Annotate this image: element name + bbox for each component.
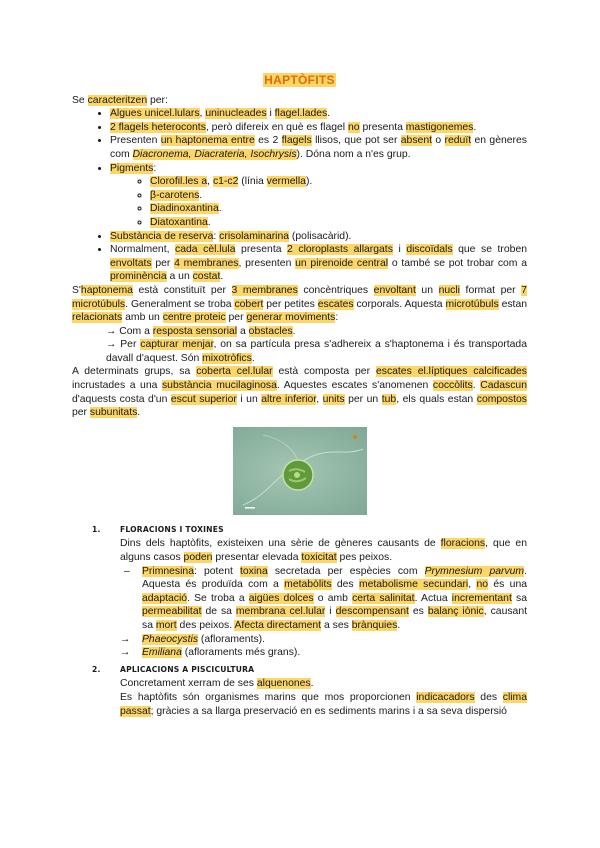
section-heading-floracions: 1. FLORACIONS I TOXINES — [92, 524, 224, 534]
list-item: • Normalment, cada cèl.lula presenta 2 cloroplasts allargats i discoïdals que se troben envoltats per 4 membranes, presenten un pirenoide central o també se pot trobar com a prominència a un costat. — [110, 243, 527, 284]
haptophyte-micrograph — [233, 427, 367, 515]
micrograph-image — [233, 427, 367, 515]
floracions-paragraph: Dins dels haptòfits, existeixen una sèrie de gèneres causants de floracions, que en alguns casos poden presentar elevada toxicitat pes peixos. — [120, 538, 527, 564]
indicadors-paragraph: Es haptòfits són organismes marins que mos proporcionen indicacadors des clima passat; gràcies a sa llarga preservació en es sediments marins i a sa seva dispersió — [120, 691, 527, 717]
list-item: ◦ Diadinoxantina. — [150, 202, 527, 216]
section-body — [72, 537, 527, 564]
arrow-item: → Per capturar menjar, on sa partícula presa s'adhereix a s'haptonema i és transportada davall d'aquest. Són mixotròfics. — [106, 339, 527, 364]
toxin-list — [72, 565, 527, 633]
characteristics-list — [72, 107, 527, 284]
arrow-item: → Emiliana (afloraments més grans). — [120, 647, 301, 659]
list-item: • Algues unicel.lulars, uninucleades i flagel.lades. — [110, 107, 527, 121]
section-heading-piscicultura: 2. APLICACIONS A PISCICULTURA — [92, 664, 255, 674]
list-item: ◦ Diatoxantina. — [150, 216, 527, 230]
list-item: • Pigments: ◦ Clorofil.les a, c1-c2 (línia vermella). ◦ β-carotens. ◦ Diadinoxantina. ◦ Diatoxantina. — [110, 162, 527, 230]
pigments-list — [110, 175, 527, 229]
arrow-item: → Com a resposta sensorial a obstacles. — [106, 325, 296, 337]
document-content — [72, 74, 527, 718]
section-body — [72, 677, 527, 718]
coccolith-paragraph: A determinats grups, sa coberta cel.lular està composta per escates el.líptiques calcificades incrustades a una substància mucilaginosa. Aquestes escates s'anomenen coccòlits. Cadascun d'aquests costa d'un escut superior i un altre inferior, units per un tub, els quals estan compostos per subunitats. — [72, 366, 528, 419]
list-item: ◦ β-carotens. — [150, 189, 527, 203]
haptonema-paragraph: S'haptonema està constituït per 3 membranes concèntriques envoltant un nucli format per 7 microtúbuls. Generalment se troba cobert per petites escates corporals. Aquesta microtúbuls estan relacionats amb un centre proteic per generar moviments: — [72, 284, 527, 324]
list-item: • 2 flagels heteroconts, però difereix en què es flagel no presenta mastigonemes. — [110, 121, 527, 135]
intro-line: Se caracteritzen per: — [72, 94, 168, 106]
alquenones-line: Concretament xerram de ses alquenones. — [120, 678, 314, 690]
list-item: – Primnesina: potent toxina secretada per espècies com Prymnesium parvum. Aquesta és produïda com a metabòlits des metabolisme secundari, no és una adaptació. Se troba a aigües dolces o amb certa salinitat. Actua incrementant sa permeabilitat de sa membrana cel.lular i descompensant es balanç iònic, causant sa mort des peixos. Afecta directament a ses brànquies. — [124, 565, 527, 631]
list-item: • Substància de reserva: crisolaminarina (polisacàrid). — [110, 230, 527, 244]
page-title: HAPTÒFITS — [264, 73, 335, 87]
list-item: ◦ Clorofil.les a, c1-c2 (línia vermella). — [150, 175, 527, 189]
list-item: • Presenten un haptonema entre es 2 flagels llisos, que pot ser absent o reduït en gèneres com Diacronema, Diacrateria, Isochrysis). Dóna nom a n'es grup. — [110, 134, 527, 161]
arrow-item: → Phaeocystis (afloraments). — [120, 633, 266, 645]
